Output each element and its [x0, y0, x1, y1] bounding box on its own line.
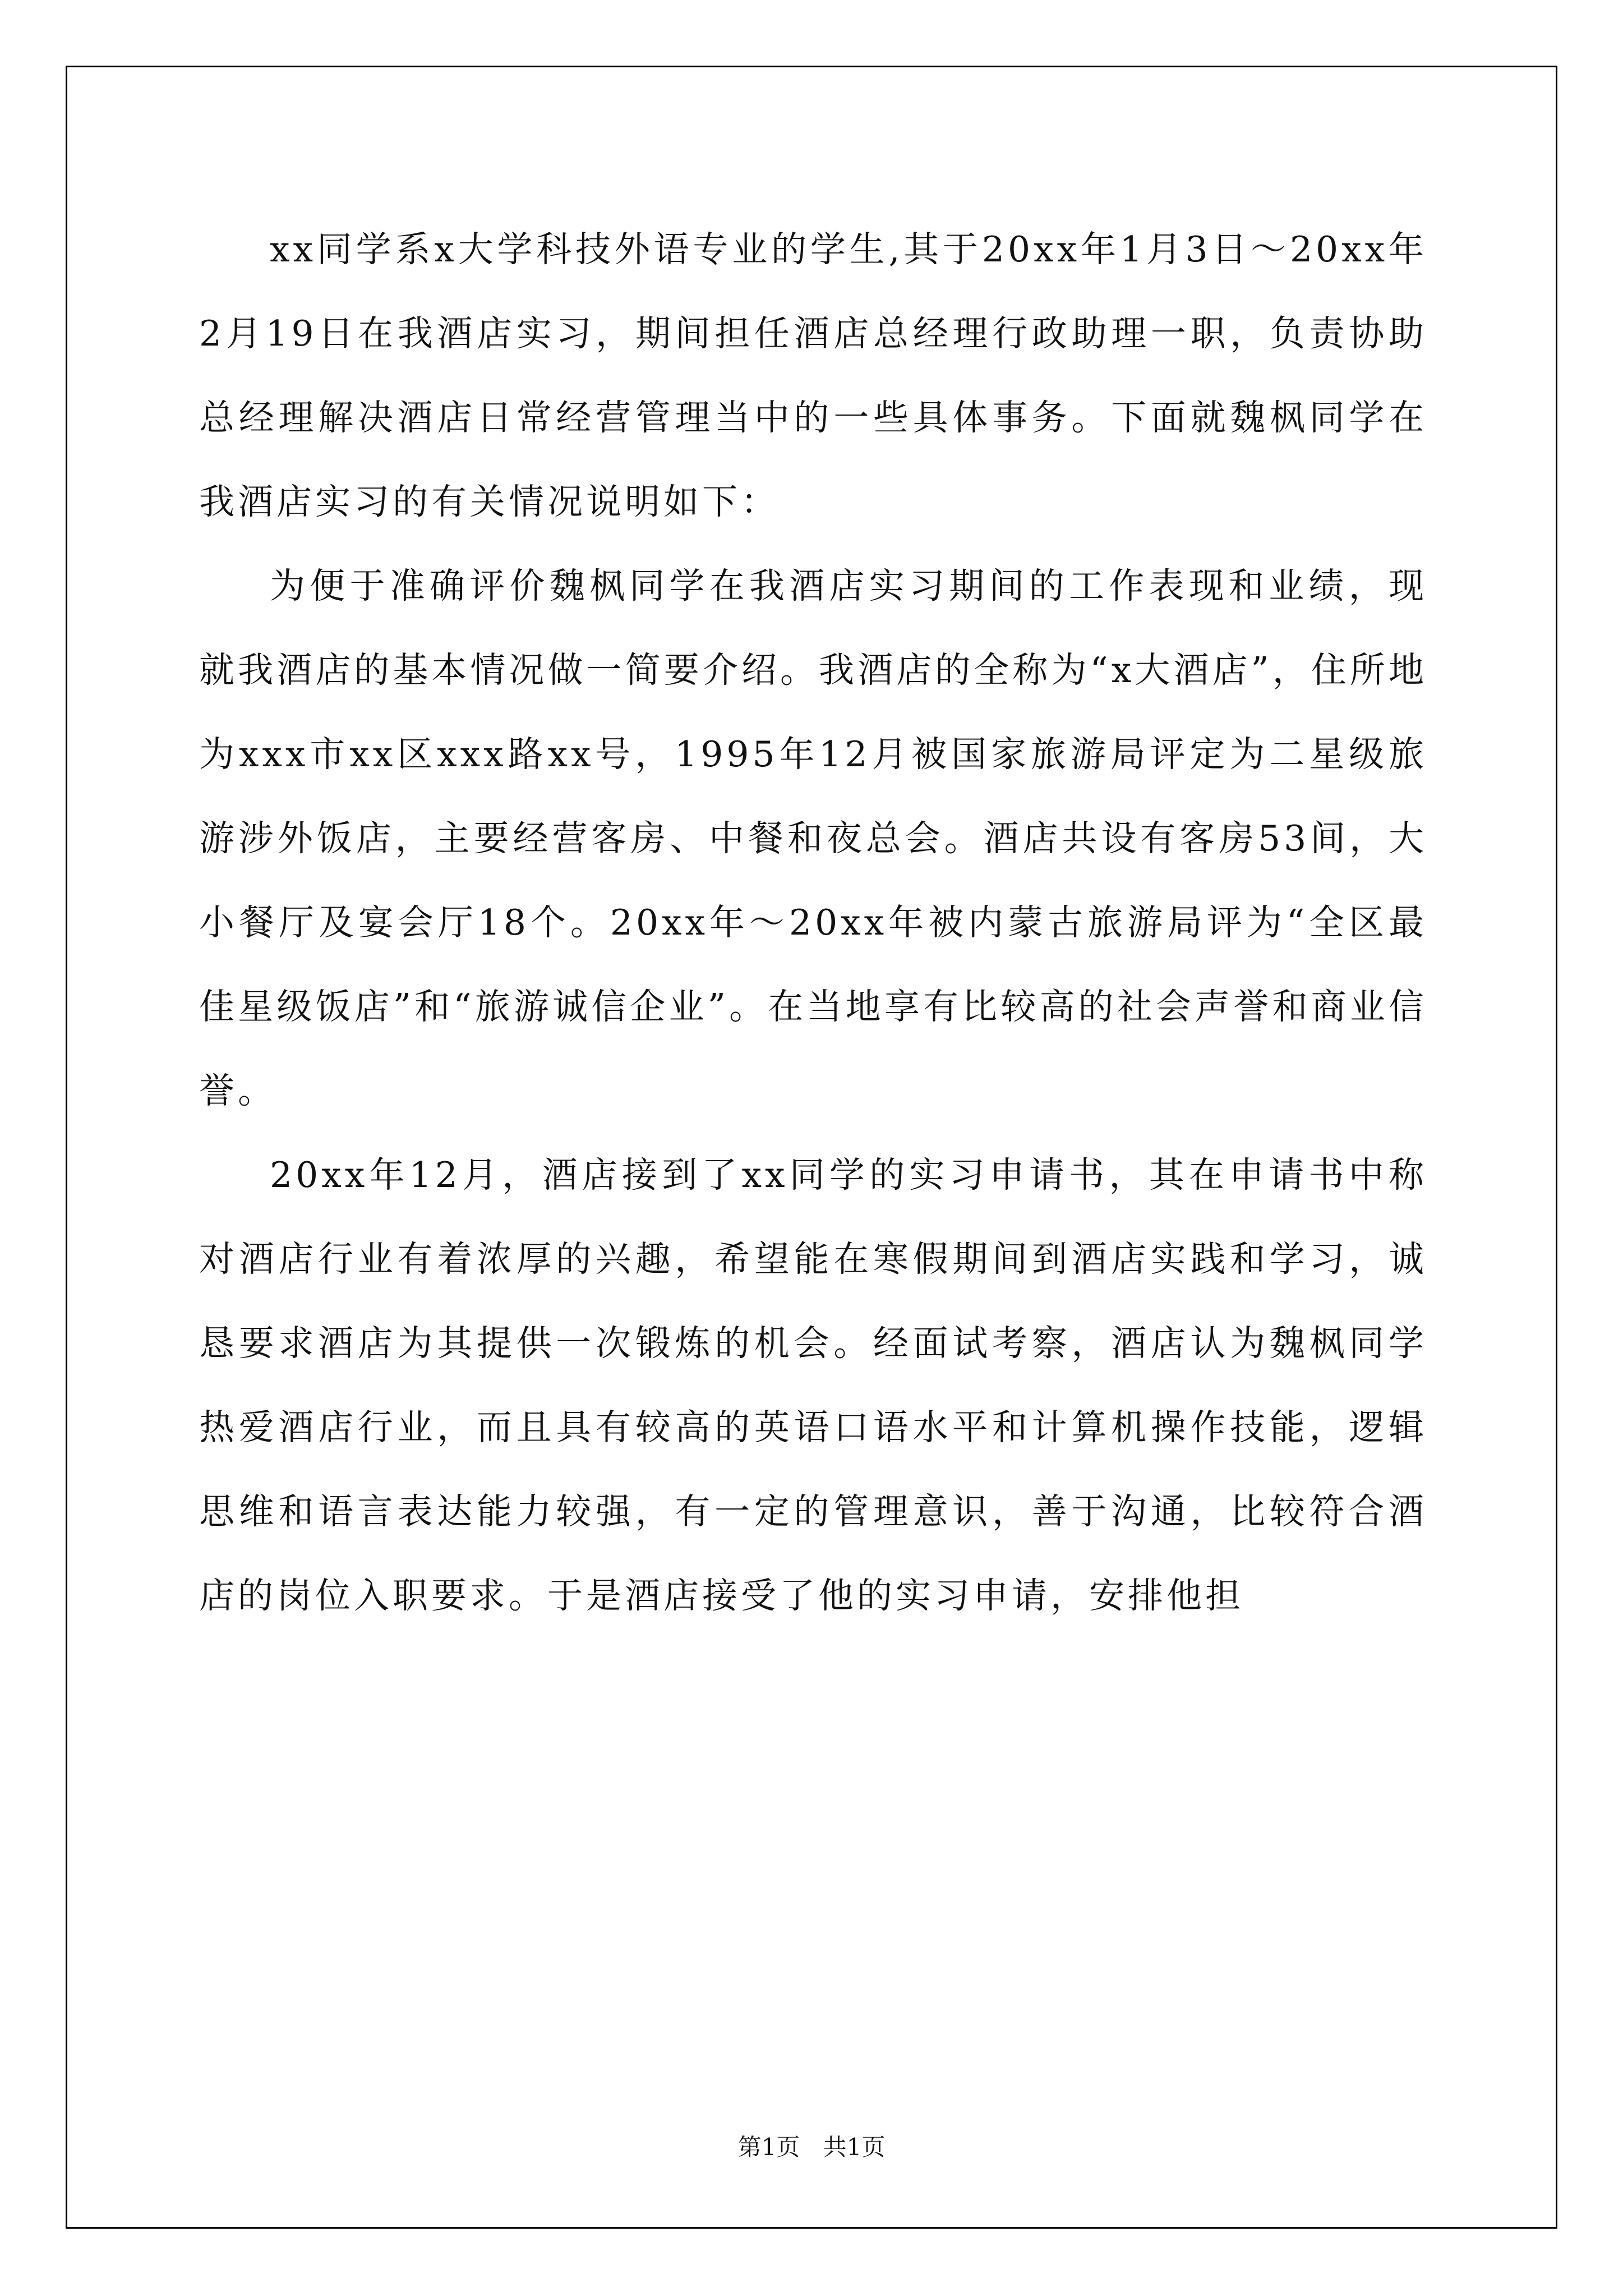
- document-body: [199, 208, 1427, 1638]
- paragraph-1: xx同学系x大学科技外语专业的学生,其于20xx年1月3日～20xx年2月19日在我酒店实习，期间担任酒店总经理行政助理一职，负责协助总经理解决酒店日常经营管理当中的一些具体事务。下面就魏枫同学在我酒店实习的有关情况说明如下：: [199, 229, 1427, 522]
- page-total: 共1页: [823, 2133, 886, 2161]
- paragraph-2: 为便于准确评价魏枫同学在我酒店实习期间的工作表现和业绩，现就我酒店的基本情况做一简要介绍。我酒店的全称为“x大酒店”，住所地为xxx市xx区xxx路xx号，1995年12月被国家旅游局评定为二星级旅游涉外饭店，主要经营客房、中餐和夜总会。酒店共设有客房53间，大小餐厅及宴会厅18个。20xx年～20xx年被内蒙古旅游局评为“全区最佳星级饭店”和“旅游诚信企业”。在当地享有比较高的社会声誉和商业信誉。: [199, 565, 1427, 1111]
- page-footer: [0, 2129, 1623, 2162]
- paragraph-3: 20xx年12月，酒店接到了xx同学的实习申请书，其在申请书中称对酒店行业有着浓厚的兴趣，希望能在寒假期间到酒店实践和学习，诚恳要求酒店为其提供一次锻炼的机会。经面试考察，酒店认为魏枫同学热爱酒店行业，而且具有较高的英语口语水平和计算机操作技能，逻辑思维和语言表达能力较强，有一定的管理意识，善于沟通，比较符合酒店的岗位入职要求。于是酒店接受了他的实习申请，安排他担: [199, 1154, 1427, 1616]
- page-number: 第1页: [737, 2133, 800, 2161]
